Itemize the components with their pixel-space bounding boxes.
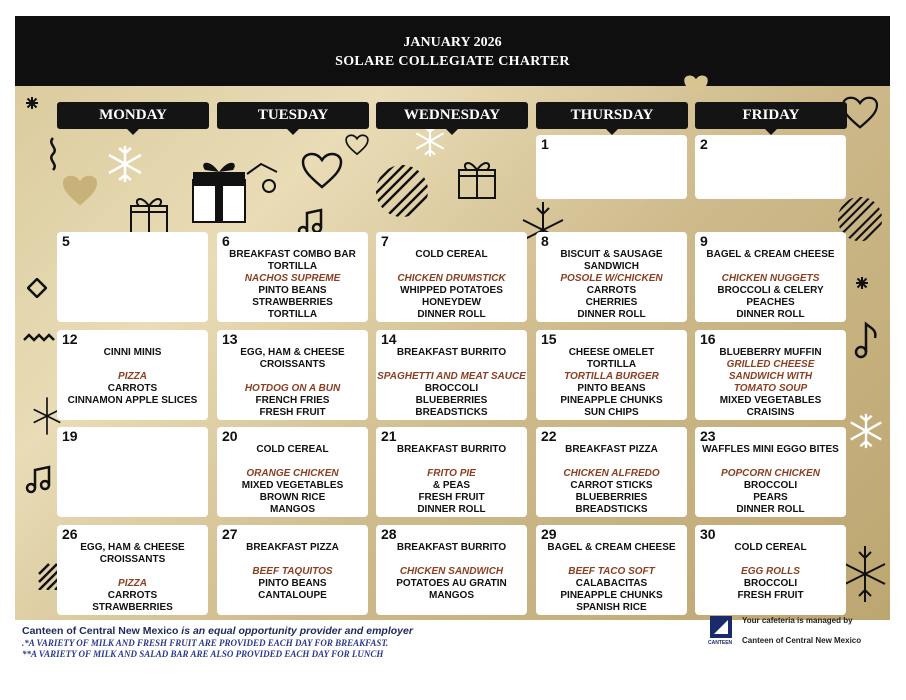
day-cell <box>536 330 687 420</box>
menu-list <box>376 542 527 602</box>
entree-item: GRILLED CHEESE <box>726 359 815 370</box>
menu-item: WAFFLES MINI EGGO BITES <box>702 444 839 455</box>
snowflake-icon <box>847 412 885 450</box>
entree-item: TOMATO SOUP <box>733 383 808 394</box>
menu-item: BREAKFAST BURRITO <box>396 542 507 553</box>
canteen-brand <box>708 614 898 654</box>
entree-item: PIZZA <box>118 371 147 382</box>
menu-item: MIXED VEGETABLES <box>241 480 344 491</box>
entree-item: SANDWICH WITH <box>728 371 813 382</box>
day-number: 8 <box>541 233 549 249</box>
spacer <box>376 456 527 468</box>
day-header-thursday: THURSDAY <box>536 102 688 129</box>
day-cell <box>217 330 368 420</box>
menu-item: COLD CEREAL <box>256 444 329 455</box>
day-cell <box>695 525 846 615</box>
menu-item: PEACHES <box>746 297 795 308</box>
menu-item: COLD CEREAL <box>734 542 807 553</box>
day-number: 16 <box>700 331 716 347</box>
menu-item: PEARS <box>753 492 788 503</box>
heart-icon <box>345 134 369 156</box>
menu-item: DINNER ROLL <box>577 309 646 320</box>
company-name: Canteen of Central New Mexico <box>742 636 862 645</box>
day-header-friday: FRIDAY <box>695 102 847 129</box>
gift-box-icon <box>191 156 281 224</box>
day-cell <box>57 232 208 322</box>
menu-item: COLD CEREAL <box>415 249 488 260</box>
menu-item: CANTALOUPE <box>258 590 327 601</box>
menu-item: CRAISINS <box>746 407 795 418</box>
spacer <box>695 261 846 273</box>
day-header-tuesday: TUESDAY <box>217 102 369 129</box>
menu-item: CARROTS <box>107 590 158 601</box>
day-cell <box>536 427 687 517</box>
day-number: 22 <box>541 428 557 444</box>
menu-item: CALABACITAS <box>575 578 648 589</box>
zigzag-icon <box>23 332 57 344</box>
menu-item: BREAKFAST COMBO BAR <box>229 249 356 260</box>
school-title: SOLARE COLLEGIATE CHARTER <box>335 54 570 69</box>
spacer <box>376 359 527 371</box>
menu-item: CHEESE OMELET <box>568 347 655 358</box>
menu-item: BAGEL & CREAM CHEESE <box>547 542 676 553</box>
menu-item: TORTILLA <box>586 359 637 370</box>
menu-item: BLUEBERRIES <box>575 492 648 503</box>
day-number: 13 <box>222 331 238 347</box>
music-note-icon <box>853 320 879 360</box>
menu-item: MANGOS <box>429 590 474 601</box>
menu-list <box>57 542 208 614</box>
day-number: 20 <box>222 428 238 444</box>
menu-item: BREADSTICKS <box>575 504 648 515</box>
banner <box>15 16 890 86</box>
menu-item: BROCCOLI <box>743 578 798 589</box>
striped-circle-icon <box>375 164 429 218</box>
entree-item: BEEF TAQUITOS <box>252 566 333 577</box>
menu-item: PINTO BEANS <box>577 383 646 394</box>
menu-list <box>695 542 846 602</box>
menu-item: POTATOES AU GRATIN <box>396 578 507 589</box>
menu-list <box>536 249 687 321</box>
day-number: 9 <box>700 233 708 249</box>
spacer <box>376 261 527 273</box>
menu-item: CARROTS <box>586 285 637 296</box>
spacer <box>217 456 368 468</box>
entree-item: NACHOS SUPREME <box>244 273 341 284</box>
snowflake-outline-icon <box>843 544 887 604</box>
menu-item: EGG, HAM & CHEESE <box>80 542 185 553</box>
menu-list <box>695 347 846 419</box>
menu-list <box>217 444 368 516</box>
menu-list <box>695 249 846 321</box>
menu-item: BREAKFAST BURRITO <box>396 444 507 455</box>
day-number: 2 <box>700 136 708 152</box>
menu-list <box>695 444 846 516</box>
spacer <box>217 371 368 383</box>
gift-box-icon <box>453 156 501 200</box>
heart-icon <box>61 174 99 208</box>
diamond-icon <box>27 278 47 298</box>
day-cell <box>57 330 208 420</box>
menu-item: STRAWBERRIES <box>252 297 333 308</box>
day-cell <box>536 135 687 199</box>
day-number: 7 <box>381 233 389 249</box>
breakfast-note: .*A VARIETY OF MILK AND FRESH FRUIT ARE PROVIDED EACH DAY FOR BREAKFAST. <box>22 638 389 648</box>
menu-list <box>376 249 527 321</box>
menu-list <box>217 347 368 419</box>
menu-item: CARROT STICKS <box>570 480 653 491</box>
menu-item: CROISSANTS <box>259 359 326 370</box>
menu-item: BROWN RICE <box>259 492 326 503</box>
day-number: 28 <box>381 526 397 542</box>
menu-item: CINNAMON APPLE SLICES <box>67 395 198 406</box>
menu-item: PINTO BEANS <box>258 578 327 589</box>
heart-icon <box>683 74 709 98</box>
entree-item: TORTILLA BURGER <box>564 371 659 382</box>
menu-item: MANGOS <box>270 504 315 515</box>
menu-item: EGG, HAM & CHEESE <box>240 347 345 358</box>
menu-item: BREAKFAST PIZZA <box>246 542 339 553</box>
managed-by-text: Your cafeteria is managed by <box>742 616 853 625</box>
menu-item: DINNER ROLL <box>736 309 805 320</box>
menu-item: BISCUIT & SAUSAGE <box>560 249 663 260</box>
spacer <box>217 554 368 566</box>
day-cell <box>57 427 208 517</box>
menu-item: WHIPPED POTATOES <box>400 285 503 296</box>
canteen-logo-icon: CANTEEN <box>708 614 734 650</box>
menu-item: SPANISH RICE <box>576 602 647 613</box>
day-cell <box>376 525 527 615</box>
spacer <box>536 554 687 566</box>
menu-item: DINNER ROLL <box>417 309 486 320</box>
menu-list <box>376 347 527 419</box>
squiggle-icon <box>45 136 61 176</box>
entree-item: POSOLE W/CHICKEN <box>560 273 663 284</box>
menu-item: SANDWICH <box>584 261 639 272</box>
day-header-wednesday: WEDNESDAY <box>376 102 528 129</box>
day-cell <box>695 135 846 199</box>
day-number: 29 <box>541 526 557 542</box>
menu-item: FRESH FRUIT <box>737 590 804 601</box>
snowflake-icon <box>413 124 447 158</box>
menu-item: & PEAS <box>432 480 471 491</box>
day-number: 30 <box>700 526 716 542</box>
day-number: 14 <box>381 331 397 347</box>
menu-list <box>536 347 687 419</box>
eoe-statement: Canteen of Central New Mexico is an equal opportunity provider and employer <box>22 625 413 637</box>
day-number: 15 <box>541 331 557 347</box>
spacer <box>536 456 687 468</box>
day-header-monday: MONDAY <box>57 102 209 129</box>
day-number: 19 <box>62 428 78 444</box>
month-title: JANUARY 2026 <box>403 35 502 50</box>
entree-item: CHICKEN DRUMSTICK <box>397 273 506 284</box>
menu-item: CARROTS <box>107 383 158 394</box>
music-note-icon <box>23 464 53 496</box>
menu-item: BLUEBERRIES <box>415 395 488 406</box>
menu-item: BREAKFAST PIZZA <box>565 444 658 455</box>
lunch-note: **A VARIETY OF MILK AND SALAD BAR ARE ALSO PROVIDED EACH DAY FOR LUNCH <box>22 649 384 659</box>
star-icon <box>25 96 39 110</box>
menu-item: PINEAPPLE CHUNKS <box>560 395 663 406</box>
day-number: 5 <box>62 233 70 249</box>
menu-list <box>217 542 368 602</box>
menu-item: HONEYDEW <box>422 297 481 308</box>
menu-item: BAGEL & CREAM CHEESE <box>706 249 835 260</box>
menu-item: CROISSANTS <box>99 554 166 565</box>
entree-item: PIZZA <box>118 578 147 589</box>
menu-item: MIXED VEGETABLES <box>719 395 822 406</box>
entree-item: BEEF TACO SOFT <box>568 566 655 577</box>
day-cell <box>536 525 687 615</box>
day-cell <box>536 232 687 322</box>
menu-item: BREAKFAST BURRITO <box>396 347 507 358</box>
menu-item: CHERRIES <box>585 297 638 308</box>
menu-item: DINNER ROLL <box>417 504 486 515</box>
menu-item: SUN CHIPS <box>584 407 639 418</box>
menu-item: BROCCOLI <box>424 383 479 394</box>
menu-item: CINNI MINIS <box>103 347 162 358</box>
menu-list <box>536 444 687 516</box>
menu-item: TORTILLA <box>267 261 318 272</box>
menu-item: PINTO BEANS <box>258 285 327 296</box>
menu-item: BREADSTICKS <box>415 407 488 418</box>
spacer <box>695 456 846 468</box>
day-cell <box>695 427 846 517</box>
day-number: 23 <box>700 428 716 444</box>
menu-item: FRENCH FRIES <box>255 395 330 406</box>
menu-item: DINNER ROLL <box>736 504 805 515</box>
day-cell <box>217 525 368 615</box>
entree-item: EGG ROLLS <box>741 566 800 577</box>
entree-item: HOTDOG ON A BUN <box>244 383 341 394</box>
menu-list <box>57 347 208 407</box>
day-cell <box>217 427 368 517</box>
menu-item: FRESH FRUIT <box>418 492 485 503</box>
entree-item: SPAGHETTI AND MEAT SAUCE <box>377 371 526 382</box>
day-number: 1 <box>541 136 549 152</box>
day-number: 12 <box>62 331 78 347</box>
entree-item: ORANGE CHICKEN <box>246 468 339 479</box>
spacer <box>57 359 208 371</box>
menu-item: PINEAPPLE CHUNKS <box>560 590 663 601</box>
menu-item: BROCCOLI <box>743 480 798 491</box>
menu-item: TORTILLA <box>267 309 318 320</box>
day-number: 6 <box>222 233 230 249</box>
day-number: 21 <box>381 428 397 444</box>
snowflake-icon <box>105 144 145 184</box>
day-number: 27 <box>222 526 238 542</box>
entree-item: CHICKEN ALFREDO <box>563 468 660 479</box>
entree-item: POPCORN CHICKEN <box>721 468 820 479</box>
menu-item: FRESH FRUIT <box>259 407 326 418</box>
day-cell <box>376 427 527 517</box>
entree-item: CHICKEN NUGGETS <box>721 273 820 284</box>
spacer <box>376 554 527 566</box>
entree-item: CHICKEN SANDWICH <box>399 566 504 577</box>
gift-box-icon <box>125 192 173 236</box>
calendar-sheet <box>15 16 890 620</box>
day-cell <box>376 232 527 322</box>
menu-list <box>376 444 527 516</box>
day-cell <box>217 232 368 322</box>
menu-list <box>217 249 368 321</box>
day-cell <box>695 330 846 420</box>
heart-icon <box>301 152 343 190</box>
menu-item: BLUEBERRY MUFFIN <box>719 347 822 358</box>
menu-item: BROCCOLI & CELERY <box>717 285 824 296</box>
day-cell <box>57 525 208 615</box>
entree-item: FRITO PIE <box>427 468 476 479</box>
day-number: 26 <box>62 526 78 542</box>
footer <box>22 625 702 659</box>
spacer <box>695 554 846 566</box>
menu-item: STRAWBERRIES <box>92 602 173 613</box>
menu-list <box>536 542 687 614</box>
day-cell <box>695 232 846 322</box>
day-cell <box>376 330 527 420</box>
star-icon <box>855 276 869 290</box>
spacer <box>57 566 208 578</box>
